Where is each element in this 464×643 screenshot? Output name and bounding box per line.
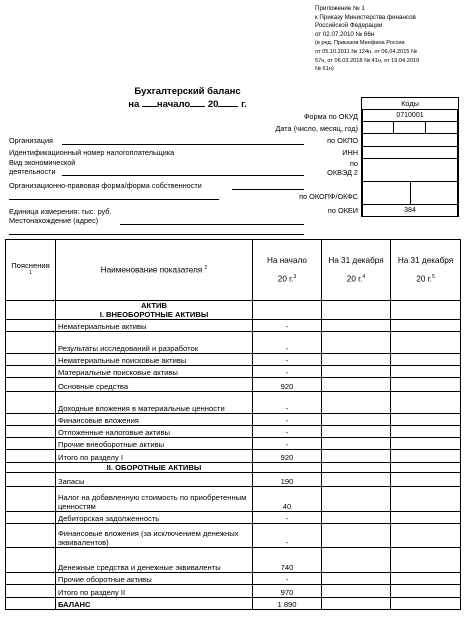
value-cell[interactable] — [322, 414, 391, 426]
appendix-line: (в ред. Приказов Минфина России — [315, 40, 405, 47]
appendix-line: Российской Федерации — [315, 22, 383, 30]
label-okpo: по ОКПО — [327, 136, 358, 145]
code-okpo[interactable] — [362, 134, 458, 146]
table-header-row — [6, 240, 461, 301]
label-opf: Организационно-правовая форма/форма собственности — [9, 181, 202, 190]
notes-cell[interactable] — [6, 585, 56, 598]
table-row — [6, 414, 461, 426]
header-col3-top: На 31 декабря — [397, 256, 454, 266]
row-value[interactable]: 740 — [253, 548, 322, 573]
value-cell[interactable] — [391, 512, 461, 524]
value-cell[interactable] — [391, 426, 461, 438]
value-cell[interactable] — [322, 354, 391, 366]
value-cell[interactable] — [253, 463, 322, 473]
value-cell[interactable] — [322, 524, 391, 548]
row-name: Денежные средства и денежные эквиваленты — [56, 548, 253, 573]
value-cell[interactable] — [253, 301, 322, 320]
label-activity-2: деятельности — [9, 167, 56, 176]
blank — [218, 106, 238, 107]
row-value[interactable]: 970 — [253, 585, 322, 598]
row-value[interactable]: - — [253, 524, 322, 548]
blank — [142, 106, 157, 107]
table-row — [6, 438, 461, 450]
balance-table — [5, 239, 461, 610]
header-name-sup: 2 — [204, 265, 208, 272]
row-name: Отложенные налоговые активы — [56, 426, 253, 438]
notes-cell[interactable] — [6, 414, 56, 426]
row-name: Итого по разделу I — [56, 450, 253, 463]
header-notes — [6, 240, 56, 301]
section-row — [6, 301, 461, 320]
value-cell[interactable] — [391, 414, 461, 426]
header-col1-sup: 3 — [293, 274, 297, 281]
header-name — [56, 240, 253, 301]
appendix-line: к Приказу Министерства финансов — [315, 13, 416, 21]
value-cell[interactable] — [391, 301, 461, 320]
value-cell[interactable] — [391, 366, 461, 378]
value-cell[interactable] — [322, 392, 391, 414]
value-cell[interactable] — [391, 378, 461, 392]
appendix-note — [315, 5, 461, 74]
value-cell[interactable] — [322, 301, 391, 320]
value-cell[interactable] — [322, 573, 391, 585]
section-title — [56, 301, 253, 320]
label-organization: Организация — [9, 136, 54, 145]
label-okved-po: по — [349, 159, 358, 168]
table-row — [6, 450, 461, 463]
table-row — [6, 598, 461, 610]
row-value[interactable]: - — [253, 354, 322, 366]
row-name: БАЛАНС — [56, 598, 253, 610]
value-cell[interactable] — [391, 473, 461, 487]
row-value[interactable]: 920 — [253, 450, 322, 463]
label-okopf: по ОКОПФ/ОКФС — [299, 192, 358, 201]
row-value[interactable]: - — [253, 332, 322, 354]
appendix-line: от 05.10.2011 № 124н, от 06.04.2015 № — [315, 48, 417, 55]
value-cell[interactable] — [322, 366, 391, 378]
opf-field-1[interactable] — [232, 189, 304, 190]
value-cell[interactable] — [391, 463, 461, 473]
row-name: Запасы — [56, 473, 253, 487]
table-row — [6, 320, 461, 332]
value-cell[interactable] — [391, 585, 461, 598]
appendix-line: Приложение № 1 — [315, 5, 365, 12]
value-cell[interactable] — [322, 598, 391, 610]
table-row — [6, 473, 461, 487]
notes-cell[interactable] — [6, 392, 56, 414]
row-name: Дебиторская задолженность — [56, 512, 253, 524]
appendix-line: № 61н) — [315, 66, 334, 73]
code-okud[interactable]: 0710001 — [362, 110, 458, 122]
header-name-text: Наименование показателя — [100, 265, 203, 275]
notes-cell[interactable] — [6, 512, 56, 524]
subtitle-g: г. — [241, 99, 247, 110]
table-row — [6, 366, 461, 378]
section-row — [6, 463, 461, 473]
section-heading: I. ВНЕОБОРОТНЫЕ АКТИВЫ — [99, 310, 209, 319]
row-value[interactable]: - — [253, 573, 322, 585]
notes-cell[interactable] — [6, 450, 56, 463]
notes-cell[interactable] — [6, 301, 56, 320]
row-value[interactable]: - — [253, 366, 322, 378]
row-name: Материальные поисковые активы — [56, 366, 253, 378]
notes-cell[interactable] — [6, 463, 56, 473]
section-title — [56, 463, 253, 473]
codes-header: Коды — [362, 98, 458, 110]
header-col1-top: На начало — [267, 256, 307, 266]
label-location: Местонахождение (адрес) — [9, 216, 99, 225]
code-date[interactable] — [362, 122, 458, 134]
label-activity-1: Вид экономической — [9, 158, 76, 167]
label-date: Дата (число, месяц, год) — [275, 124, 358, 133]
notes-cell[interactable] — [6, 320, 56, 332]
value-cell[interactable] — [322, 487, 391, 512]
codes-box — [361, 97, 459, 217]
notes-cell[interactable] — [6, 354, 56, 366]
value-cell[interactable] — [322, 332, 391, 354]
header-col2-sup: 4 — [362, 274, 366, 281]
value-cell[interactable] — [391, 548, 461, 573]
value-cell[interactable] — [391, 450, 461, 463]
notes-cell[interactable] — [6, 524, 56, 548]
location-field-2[interactable] — [9, 234, 304, 235]
table-row — [6, 585, 461, 598]
subtitle-on: на — [128, 99, 140, 110]
label-okud: Форма по ОКУД — [303, 112, 358, 121]
value-cell[interactable] — [322, 320, 391, 332]
header-col1 — [253, 240, 322, 301]
subtitle-year: 20 — [207, 99, 219, 110]
page-title: Бухгалтерский баланс — [134, 86, 241, 97]
location-field[interactable] — [120, 224, 304, 225]
row-value[interactable]: - — [253, 414, 322, 426]
value-cell[interactable] — [322, 438, 391, 450]
notes-cell[interactable] — [6, 378, 56, 392]
notes-cell[interactable] — [6, 487, 56, 512]
value-cell[interactable] — [322, 378, 391, 392]
blank — [190, 106, 205, 107]
notes-cell[interactable] — [6, 573, 56, 585]
value-cell[interactable] — [322, 548, 391, 573]
code-inn[interactable] — [362, 147, 458, 159]
header-col2 — [322, 240, 391, 301]
label-okei: по ОКЕИ — [327, 206, 358, 215]
value-cell[interactable] — [322, 585, 391, 598]
row-value[interactable]: 920 — [253, 378, 322, 392]
notes-cell[interactable] — [6, 438, 56, 450]
row-value[interactable]: 1 890 — [253, 598, 322, 610]
header-col1-bottom: 20 г. — [277, 274, 294, 284]
section-heading: АКТИВ — [141, 301, 167, 310]
row-name: Итого по разделу II — [56, 585, 253, 598]
code-okved[interactable] — [362, 159, 458, 182]
row-name: Результаты исследований и разработок — [56, 332, 253, 354]
label-okved: ОКВЭД 2 — [327, 168, 358, 177]
row-name: Налог на добавленную стоимость по приобретенным ценностям — [56, 487, 253, 512]
header-col2-top: На 31 декабря — [328, 256, 384, 266]
row-name: Доходные вложения в материальные ценности — [56, 392, 253, 414]
label-inn: ИНН — [342, 148, 358, 157]
table-row — [6, 378, 461, 392]
row-value[interactable]: 40 — [253, 487, 322, 512]
table-row — [6, 354, 461, 366]
row-value[interactable]: - — [253, 426, 322, 438]
table-row — [6, 392, 461, 414]
notes-cell[interactable] — [6, 426, 56, 438]
value-cell[interactable] — [391, 320, 461, 332]
header-notes-text: Пояснения — [11, 260, 50, 270]
activity-field[interactable] — [62, 175, 304, 176]
section-heading: II. ОБОРОТНЫЕ АКТИВЫ — [106, 463, 202, 472]
value-cell[interactable] — [391, 573, 461, 585]
table-row — [6, 332, 461, 354]
row-value[interactable]: - — [253, 320, 322, 332]
appendix-line: от 02.07.2010 № 66н — [315, 30, 375, 38]
value-cell[interactable] — [391, 332, 461, 354]
page-subtitle — [0, 99, 375, 110]
value-cell[interactable] — [322, 450, 391, 463]
value-cell[interactable] — [391, 438, 461, 450]
organization-field[interactable] — [62, 144, 304, 145]
header-col2-bottom: 20 г. — [346, 274, 363, 284]
label-unit: Единица измерения: тыс. руб. — [9, 207, 112, 216]
header-col3 — [391, 240, 461, 301]
row-name: Прочие оборотные активы — [56, 573, 253, 585]
code-okopf[interactable] — [362, 182, 458, 205]
row-value[interactable]: - — [253, 512, 322, 524]
table-row — [6, 426, 461, 438]
table-row — [6, 524, 461, 548]
table-row — [6, 573, 461, 585]
row-name: Финансовые вложения (за исключением денежных эквивалентов) — [56, 524, 253, 548]
notes-cell[interactable] — [6, 366, 56, 378]
opf-field-2[interactable] — [9, 199, 219, 200]
value-cell[interactable] — [391, 354, 461, 366]
value-cell[interactable] — [391, 392, 461, 414]
row-name: Прочие внеоборотные активы — [56, 438, 253, 450]
subtitle-start: начало — [156, 99, 191, 110]
row-value[interactable]: - — [253, 392, 322, 414]
row-name: Основные средства — [56, 378, 253, 392]
value-cell[interactable] — [391, 598, 461, 610]
row-value[interactable]: - — [253, 438, 322, 450]
label-inn-full: Идентификационный номер налогоплательщика — [9, 148, 175, 157]
code-okei[interactable]: 384 — [362, 205, 458, 217]
header-col3-sup: 5 — [431, 274, 435, 281]
value-cell[interactable] — [322, 473, 391, 487]
row-name: Нематериальные активы — [56, 320, 253, 332]
value-cell[interactable] — [322, 463, 391, 473]
table-row — [6, 548, 461, 573]
header-notes-sup: 1 — [29, 269, 32, 276]
notes-cell[interactable] — [6, 473, 56, 487]
header-col3-bottom: 20 г. — [416, 274, 432, 284]
table-row — [6, 512, 461, 524]
value-cell[interactable] — [391, 524, 461, 548]
value-cell[interactable] — [391, 487, 461, 512]
row-name: Нематериальные поисковые активы — [56, 354, 253, 366]
row-name: Финансовые вложения — [56, 414, 253, 426]
table-row — [6, 487, 461, 512]
value-cell[interactable] — [322, 512, 391, 524]
appendix-line: 57н, от 06.03.2018 № 41н, от 19.04.2019 — [315, 57, 420, 64]
notes-cell[interactable] — [6, 332, 56, 354]
notes-cell[interactable] — [6, 598, 56, 610]
value-cell[interactable] — [322, 426, 391, 438]
notes-cell[interactable] — [6, 548, 56, 573]
row-value[interactable]: 190 — [253, 473, 322, 487]
